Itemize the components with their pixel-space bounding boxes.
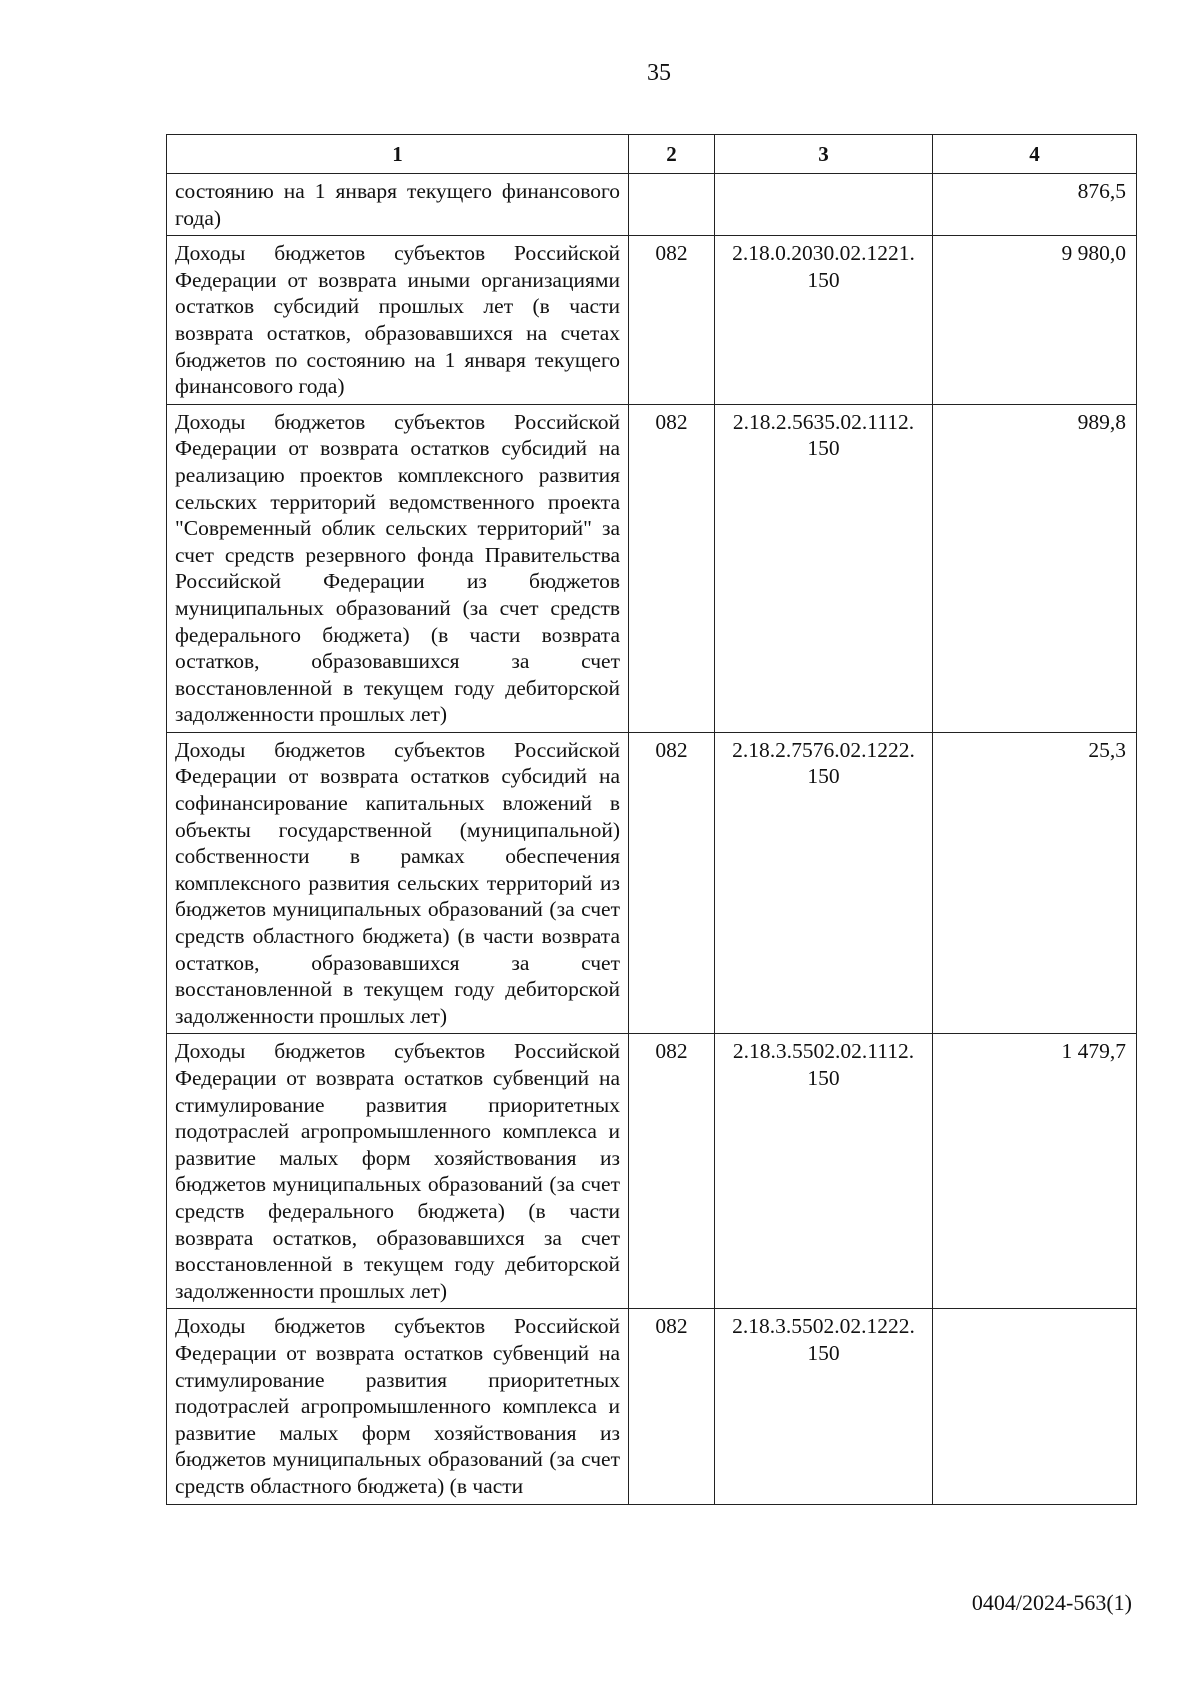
column-header: 4 [933, 135, 1137, 174]
row-code: 082 [629, 1309, 715, 1504]
row-sum [933, 1309, 1137, 1504]
column-header: 1 [167, 135, 629, 174]
table-row [167, 1034, 1137, 1309]
row-kbk [715, 174, 933, 236]
row-name: Доходы бюджетов субъектов Российской Федерации от возврата иными организациями остатков субсидий прошлых лет (в части возврата остатков, образовавшихся на счетах бюджетов по состоянию на 1 января текущего финансового года) [167, 236, 629, 405]
row-sum: 25,3 [933, 732, 1137, 1034]
row-code: 082 [629, 1034, 715, 1309]
row-name: состоянию на 1 января текущего финансового года) [167, 174, 629, 236]
document-id: 0404/2024-563(1) [971, 1590, 1132, 1615]
row-code: 082 [629, 732, 715, 1034]
column-header: 2 [629, 135, 715, 174]
row-name: Доходы бюджетов субъектов Российской Федерации от возврата остатков субсидий на софинансирование капитальных вложений в объекты государственной (муниципальной) собственности в рамках обеспечения комплексного развития сельских территорий из бюджетов муниципальных образований (за счет средств областного бюджета) (в части возврата остатков, образовавшихся за счет восстановленной в текущем году дебиторской задолженности прошлых лет) [167, 732, 629, 1034]
table-row [167, 732, 1137, 1034]
row-kbk: 2.18.3.5502.02.1222. 150 [715, 1309, 933, 1504]
table-row [167, 404, 1137, 732]
row-kbk: 2.18.3.5502.02.1112. 150 [715, 1034, 933, 1309]
row-code: 082 [629, 236, 715, 405]
page-number: 35 [647, 60, 671, 86]
row-sum: 1 479,7 [933, 1034, 1137, 1309]
row-sum: 9 980,0 [933, 236, 1137, 405]
row-name: Доходы бюджетов субъектов Российской Федерации от возврата остатков субвенций на стимулирование развития приоритетных подотраслей агропромышленного комплекса и развитие малых форм хозяйствования из бюджетов муниципальных образований (за счет средств областного бюджета) (в части [167, 1309, 629, 1504]
table-row [167, 1309, 1137, 1504]
column-header: 3 [715, 135, 933, 174]
row-kbk: 2.18.2.7576.02.1222. 150 [715, 732, 933, 1034]
row-name: Доходы бюджетов субъектов Российской Федерации от возврата остатков субвенций на стимулирование развития приоритетных подотраслей агропромышленного комплекса и развитие малых форм хозяйствования из бюджетов муниципальных образований (за счет средств федерального бюджета) (в части возврата остатков, образовавшихся за счет восстановленной в текущем году дебиторской задолженности прошлых лет) [167, 1034, 629, 1309]
row-kbk: 2.18.0.2030.02.1221. 150 [715, 236, 933, 405]
row-sum: 989,8 [933, 404, 1137, 732]
row-sum: 876,5 [933, 174, 1137, 236]
row-name: Доходы бюджетов субъектов Российской Федерации от возврата остатков субсидий на реализацию проектов комплексного развития сельских территорий ведомственного проекта "Современный облик сельских территорий" за счет средств резервного фонда Правительства Российской Федерации из бюджетов муниципальных образований (за счет средств федерального бюджета) (в части возврата остатков, образовавшихся за счет восстановленной в текущем году дебиторской задолженности прошлых лет) [167, 404, 629, 732]
table-header-row [167, 135, 1137, 174]
revenue-table [166, 134, 1137, 1505]
table-row [167, 174, 1137, 236]
row-code: 082 [629, 404, 715, 732]
row-code [629, 174, 715, 236]
row-kbk: 2.18.2.5635.02.1112. 150 [715, 404, 933, 732]
table-row [167, 236, 1137, 405]
